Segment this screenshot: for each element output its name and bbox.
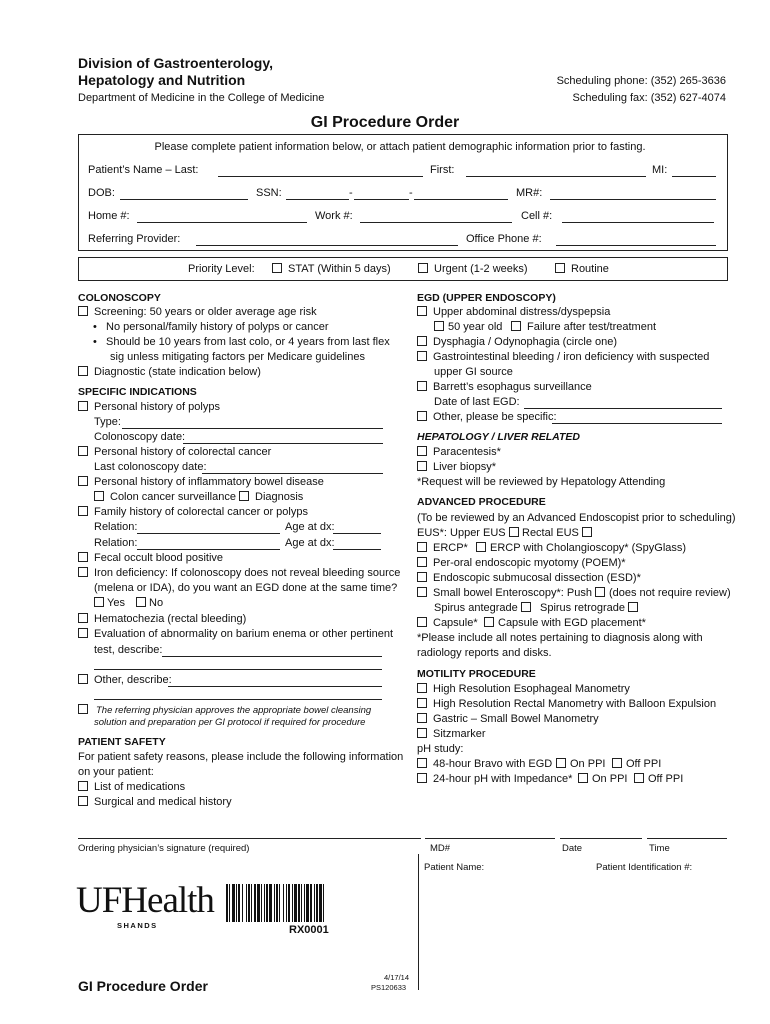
date-label: Date [562,843,583,854]
scheduling-phone: Scheduling phone: (352) 265-3636 [556,75,726,87]
specific-indications-heading: SPECIFIC INDICATIONS [78,386,197,398]
bullet-no-history: • No personal/family history of polyps or cancer [93,321,329,333]
priority-urgent-label: Urgent (1-2 weeks) [434,263,528,275]
fifty-year-old-label: 50 year old [448,321,503,333]
priority-routine-option[interactable] [555,263,609,275]
fecal-occult-option[interactable] [78,552,223,564]
checkbox-icon[interactable] [78,446,88,456]
checkbox-icon[interactable] [78,704,88,714]
hrrm-option[interactable] [417,698,716,710]
patient-instructions: Please complete patient information below, or attach patient demographic information prior to fasting. [154,141,646,153]
diagnosis-option[interactable] [239,491,303,503]
bullet-ten-years-text: Should be 10 years from last colo, or 4 years from last flex [106,336,390,348]
ssn-label: SSN: [256,187,282,199]
family-history-label: Family history of colorectal cancer or polyps [94,506,308,518]
ibd-label: Personal history of inflammatory bowel disease [94,476,324,488]
ssn-dash-1: - [349,187,353,199]
gastric-manometry-label: Gastric – Small Bowel Manometry [433,713,599,725]
home-phone-field[interactable] [137,222,307,223]
checkbox-icon[interactable] [417,728,427,738]
polyp-type-field[interactable] [122,428,383,429]
last-colonoscopy-field[interactable] [202,473,383,474]
division-name-line1: Division of Gastroenterology, [78,55,273,71]
diagnosis-label: Diagnosis [255,491,304,503]
advanced-include-note-2: radiology reports and disks. [417,647,552,659]
bravo-off-ppi-option[interactable] [612,758,661,770]
paracentesis-option[interactable] [417,446,501,458]
patient-safety-heading: PATIENT SAFETY [78,736,166,748]
colonoscopy-date-label: Colonoscopy date: [94,431,186,443]
checkbox-icon[interactable] [78,796,88,806]
screening-label: Screening: 50 years or older average age risk [94,306,317,318]
ssn-dash-2: - [409,187,413,199]
md-number-label: MD# [430,843,451,854]
barcode-text: RX0001 [289,924,329,936]
ssn-field-3[interactable] [414,199,508,200]
checkbox-icon[interactable] [78,476,88,486]
checkbox-icon[interactable] [78,674,88,684]
capsule-label: Capsule* [433,617,478,629]
bravo-label: 48-hour Bravo with EGD [433,758,553,770]
egd-other-field[interactable] [552,423,722,424]
checkbox-icon[interactable] [136,597,146,607]
last-colonoscopy-label: Last colonoscopy date: [94,461,207,473]
liver-biopsy-option[interactable] [417,461,496,473]
egd-heading: EGD (UPPER ENDOSCOPY) [417,292,556,304]
relation-field-1[interactable] [137,533,280,534]
bowel-prep-note-1: The referring physician approves the appropriate bowel cleansing [96,705,372,716]
checkbox-icon[interactable] [578,773,588,783]
checkbox-icon[interactable] [94,597,104,607]
upper-abdominal-option[interactable] [417,306,610,318]
motility-heading: MOTILITY PROCEDURE [417,668,536,680]
patient-safety-text-2: on your patient: [78,766,154,778]
ssn-field-2[interactable] [354,199,409,200]
relation-label-1: Relation: [94,521,138,533]
hrem-option[interactable] [417,683,630,695]
checkbox-icon[interactable] [417,572,427,582]
ercp-cholangioscopy-option[interactable] [476,542,686,554]
work-phone-field[interactable] [360,222,512,223]
hematochezia-option[interactable] [78,613,246,625]
checkbox-icon[interactable] [418,263,428,273]
mr-field[interactable] [550,199,716,200]
checkbox-icon[interactable] [555,263,565,273]
cell-phone-field[interactable] [562,222,714,223]
checkbox-icon[interactable] [628,602,638,612]
time-label: Time [649,843,670,854]
checkbox-icon[interactable] [484,617,494,627]
cell-phone-label: Cell #: [521,210,553,222]
checkbox-icon[interactable] [595,587,605,597]
other-describe-option[interactable] [78,674,172,686]
egd-other-label: Other, please be specific: [433,411,557,423]
evaluation-describe-field-1[interactable] [162,656,382,657]
priority-urgent-option[interactable] [418,263,528,275]
hepatology-note: *Request will be reviewed by Hepatology Attending [417,476,666,488]
surgical-history-option[interactable] [78,796,232,808]
checkbox-icon[interactable] [417,698,427,708]
checkbox-icon[interactable] [78,567,88,577]
signature-field[interactable] [78,838,421,839]
egd-yes-label: Yes [107,597,125,609]
last-egd-label: Date of last EGD: [434,396,520,408]
poem-label: Per-oral endoscopic myotomy (POEM)* [433,557,626,569]
small-bowel-push-label: Small bowel Enteroscopy*: Push [433,587,592,599]
hepatology-heading: HEPATOLOGY / LIVER RELATED [417,431,580,443]
diagnostic-option[interactable] [78,366,261,378]
form-date-code: 4/17/14 [384,973,410,982]
checkbox-icon[interactable] [582,527,592,537]
bowel-prep-approval-option[interactable] [78,704,371,716]
age-dx-field-2[interactable] [333,549,381,550]
upper-abdominal-label: Upper abdominal distress/dyspepsia [433,306,611,318]
fecal-occult-label: Fecal occult blood positive [94,552,224,564]
bullet-ten-years-cont: sig unless mitigating factors per Medicare guidelines [110,351,365,363]
surgical-history-label: Surgical and medical history [94,796,232,808]
small-bowel-push-option[interactable] [417,587,731,599]
office-phone-label: Office Phone #: [466,233,542,245]
impedance-label: 24-hour pH with Impedance* [433,773,573,785]
checkbox-icon[interactable] [511,321,521,331]
date-field[interactable] [560,838,642,839]
capsule-option[interactable] [417,617,478,629]
patient-first-name-field[interactable] [466,176,646,177]
dob-label: DOB: [88,187,115,199]
shands-logo-text: SHANDS [117,921,158,930]
checkbox-icon[interactable] [417,306,427,316]
advanced-note: (To be reviewed by an Advanced Endoscopist prior to scheduling) [417,512,736,524]
evaluation-label: Evaluation of abnormality on barium enema or other pertinent [94,628,394,640]
checkbox-icon[interactable] [417,411,427,421]
small-bowel-note: (does not require review) [608,587,731,599]
cancer-surveillance-option[interactable] [94,491,236,503]
time-field[interactable] [647,838,727,839]
hrrm-label: High Resolution Rectal Manometry with Balloon Expulsion [433,698,717,710]
checkbox-icon[interactable] [78,552,88,562]
checkbox-icon[interactable] [78,401,88,411]
capsule-egd-label: Capsule with EGD placement* [498,617,646,629]
failure-treatment-label: Failure after test/treatment [527,321,656,333]
gi-bleeding-label: Gastrointestinal bleeding / iron deficiency with suspected [433,351,710,363]
priority-routine-label: Routine [571,263,609,275]
checkbox-icon[interactable] [78,366,88,376]
polyp-type-label: Type: [94,416,121,428]
checkbox-icon[interactable] [521,602,531,612]
checkbox-icon[interactable] [634,773,644,783]
failure-treatment-option[interactable] [511,321,656,333]
ercp-label: ERCP* [433,542,468,554]
division-name-line2: Hepatology and Nutrition [78,72,246,88]
patient-name-label: Patient Name: [424,862,485,873]
checkbox-icon[interactable] [509,527,519,537]
priority-label: Priority Level: [188,263,255,275]
patient-last-name-label: Patient’s Name – Last: [88,164,199,176]
impedance-off-ppi-label: Off PPI [648,773,684,785]
upper-eus-label: EUS*: Upper EUS [417,527,506,539]
diagnostic-label: Diagnostic (state indication below) [94,366,261,378]
age-dx-field-1[interactable] [333,533,381,534]
priority-box [78,257,728,281]
spirus-antegrade-option[interactable] [434,602,531,614]
age-dx-label-1: Age at dx: [285,521,335,533]
checkbox-icon[interactable] [417,446,427,456]
checkbox-icon[interactable] [417,336,427,346]
iron-deficiency-cont: (melena or IDA), do you want an EGD done at the same time? [94,582,398,594]
ercp-option[interactable] [417,542,468,554]
bravo-off-ppi-label: Off PPI [626,758,662,770]
iron-deficiency-label: Iron deficiency: If colonoscopy does not reveal bleeding source [94,567,401,579]
bullet-ten-years: • Should be 10 years from last colo, or 4 years from last flex [93,336,390,348]
checkbox-icon[interactable] [476,542,486,552]
checkbox-icon[interactable] [417,758,427,768]
poem-option[interactable] [417,557,626,569]
impedance-option[interactable] [417,773,572,785]
patient-mi-field[interactable] [672,176,716,177]
patient-safety-text-1: For patient safety reasons, please include the following information [78,751,404,763]
scheduling-fax: Scheduling fax: (352) 627-4074 [572,92,726,104]
checkbox-icon[interactable] [556,758,566,768]
checkbox-icon[interactable] [239,491,249,501]
patient-last-name-field[interactable] [218,176,423,177]
relation-field-2[interactable] [137,549,280,550]
referring-provider-field[interactable] [196,245,458,246]
esd-option[interactable] [417,572,641,584]
evaluation-describe-field-2[interactable] [94,669,382,670]
capsule-egd-option[interactable] [484,617,646,629]
ph-study-label: pH study: [417,743,464,755]
checkbox-icon[interactable] [417,617,427,627]
sitzmarker-label: Sitzmarker [433,728,486,740]
checkbox-icon[interactable] [78,613,88,623]
screening-option[interactable] [78,306,317,318]
checkbox-icon[interactable] [417,773,427,783]
checkbox-icon[interactable] [434,321,444,331]
home-phone-label: Home #: [88,210,130,222]
bravo-on-ppi-label: On PPI [570,758,606,770]
relation-label-2: Relation: [94,537,138,549]
priority-stat-label: STAT (Within 5 days) [288,263,391,275]
other-describe-label: Other, describe: [94,674,172,686]
patient-label-divider [418,854,419,990]
dob-field[interactable] [120,199,248,200]
checkbox-icon[interactable] [417,713,427,723]
colorectal-option[interactable] [78,446,271,458]
bowel-prep-note-2: solution and preparation per GI protocol if required for procedure [94,717,366,728]
upper-eus-option[interactable] [417,527,519,539]
patient-first-name-label: First: [430,164,455,176]
age-dx-label-2: Age at dx: [285,537,335,549]
rectal-eus-option[interactable] [522,527,592,539]
checkbox-icon[interactable] [417,542,427,552]
bravo-on-ppi-option[interactable] [556,758,605,770]
ercp-cholangioscopy-label: ERCP with Cholangioscopy* (SpyGlass) [490,542,687,554]
evaluation-option[interactable] [78,628,393,640]
polyps-option[interactable] [78,401,220,413]
paracentesis-label: Paracentesis* [433,446,501,458]
checkbox-icon[interactable] [417,683,427,693]
checkbox-icon[interactable] [417,587,427,597]
colorectal-label: Personal history of colorectal cancer [94,446,272,458]
mr-label: MR#: [516,187,543,199]
hrem-label: High Resolution Esophageal Manometry [433,683,630,695]
checkbox-icon[interactable] [78,781,88,791]
patient-mi-label: MI: [652,164,668,176]
checkbox-icon[interactable] [78,628,88,638]
gi-bleeding-cont: upper GI source [434,366,513,378]
ibd-option[interactable] [78,476,324,488]
ssn-field-1[interactable] [286,199,349,200]
work-phone-label: Work #: [315,210,353,222]
esd-label: Endoscopic submucosal dissection (ESD)* [433,572,641,584]
family-history-option[interactable] [78,506,308,518]
checkbox-icon[interactable] [612,758,622,768]
advanced-heading: ADVANCED PROCEDURE [417,496,546,508]
fifty-year-old-option[interactable] [434,321,502,333]
egd-no-label: No [149,597,164,609]
sitzmarker-option[interactable] [417,728,486,740]
uf-health-logo: UFHealth [76,880,214,921]
priority-stat-option[interactable] [272,263,391,275]
impedance-on-ppi-option[interactable] [578,773,627,785]
checkbox-icon[interactable] [78,506,88,516]
other-describe-field-2[interactable] [94,699,382,700]
colonoscopy-date-field[interactable] [183,443,383,444]
footer-form-title: GI Procedure Order [78,978,208,994]
rectal-eus-label: Rectal EUS [522,527,579,539]
gastric-manometry-option[interactable] [417,713,599,725]
checkbox-icon[interactable] [417,351,427,361]
advanced-include-note-1: *Please include all notes pertaining to diagnosis along with [417,632,703,644]
office-phone-field[interactable] [556,245,716,246]
patient-id-label: Patient Identification #: [596,862,693,873]
checkbox-icon[interactable] [272,263,282,273]
checkbox-icon[interactable] [94,491,104,501]
liver-biopsy-label: Liver biopsy* [433,461,496,473]
page-title: GI Procedure Order [310,114,460,131]
barretts-label: Barrett’s esophagus surveillance [433,381,592,393]
barretts-option[interactable] [417,381,592,393]
checkbox-icon[interactable] [417,557,427,567]
department-name: Department of Medicine in the College of Medicine [78,92,325,104]
colonoscopy-heading: COLONOSCOPY [78,292,161,304]
dysphagia-label: Dysphagia / Odynophagia (circle one) [433,336,618,348]
medications-option[interactable] [78,781,185,793]
referring-provider-label: Referring Provider: [88,233,181,245]
polyps-label: Personal history of polyps [94,401,220,413]
spirus-retrograde-label: Spirus retrograde [540,602,625,614]
hematochezia-label: Hematochezia (rectal bleeding) [94,613,247,625]
iron-deficiency-option[interactable] [78,567,400,579]
impedance-off-ppi-option[interactable] [634,773,683,785]
checkbox-icon[interactable] [78,306,88,316]
other-describe-field-1[interactable] [168,686,382,687]
cancer-surveillance-label: Colon cancer surveillance [110,491,236,503]
impedance-on-ppi-label: On PPI [592,773,628,785]
dysphagia-option[interactable] [417,336,617,348]
bullet-no-history-text: No personal/family history of polyps or cancer [106,321,329,333]
gi-bleeding-option[interactable] [417,351,709,363]
last-egd-field[interactable] [524,408,722,409]
form-ps-code: PS120633 [371,983,407,992]
barcode-icon [226,884,396,922]
md-number-field[interactable] [425,838,555,839]
checkbox-icon[interactable] [417,461,427,471]
spirus-antegrade-label: Spirus antegrade [434,602,518,614]
checkbox-icon[interactable] [417,381,427,391]
spirus-retrograde-option[interactable] [540,602,638,614]
egd-other-option[interactable] [417,411,557,423]
evaluation-describe-label: test, describe: [94,644,163,656]
bravo-option[interactable] [417,758,552,770]
signature-label: Ordering physician’s signature (required) [78,843,250,854]
egd-no-option[interactable] [136,597,163,609]
egd-yes-option[interactable] [94,597,125,609]
medications-label: List of medications [94,781,186,793]
